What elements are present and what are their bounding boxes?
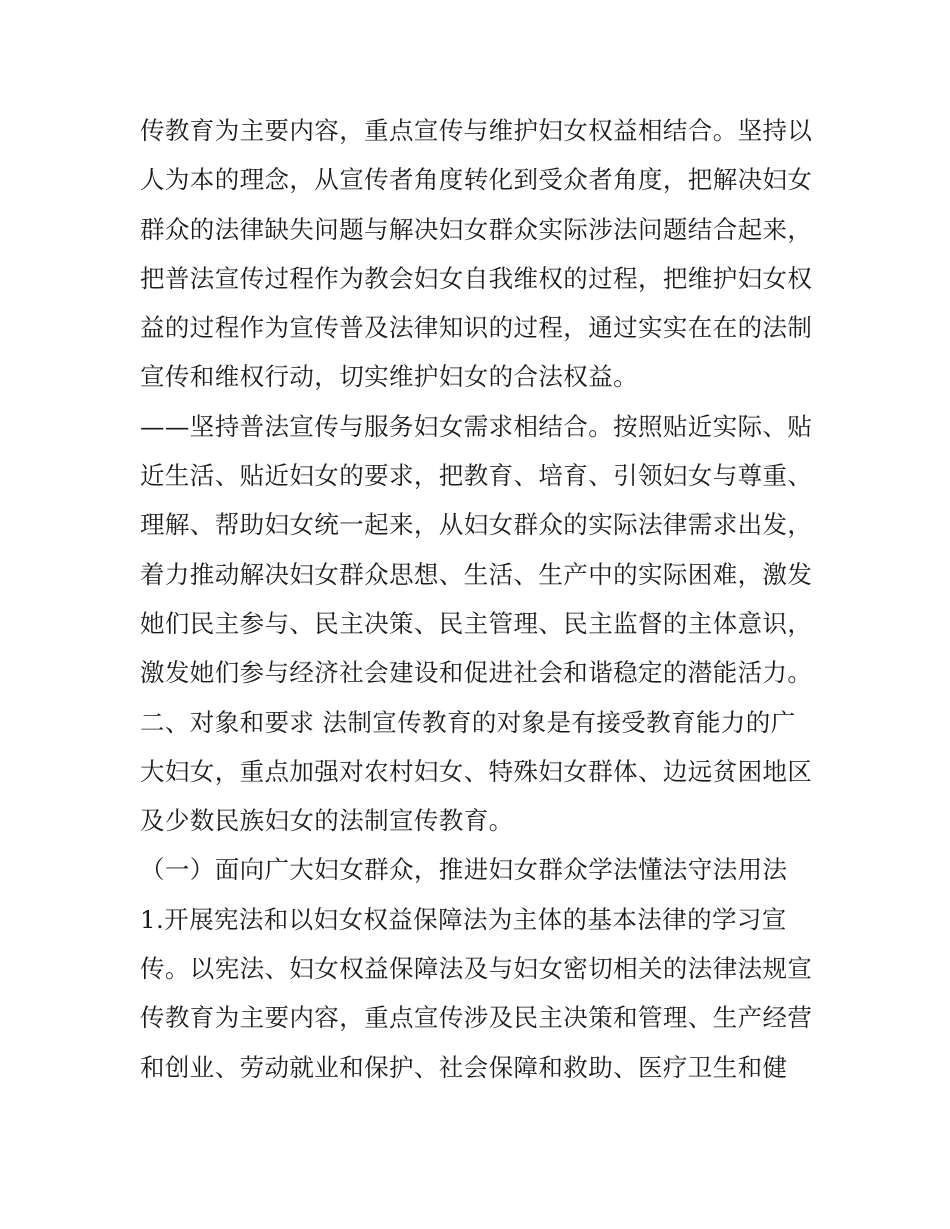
subsection-heading: （一）面向广大妇女群众，推进妇女群众学法懂法守法用法	[140, 855, 788, 885]
numbered-item: 1.开展宪法和以妇女权益保障法为主体的基本法律的学习宣	[140, 904, 787, 934]
text-line: 激发她们参与经济社会建设和促进社会和谐稳定的潜能活力。	[140, 658, 813, 688]
text-line: 宣传和维权行动，切实维护妇女的合法权益。	[140, 362, 638, 392]
text-line: 她们民主参与、民主决策、民主管理、民主监督的主体意识，	[140, 608, 813, 638]
text-line: 和创业、劳动就业和保护、社会保障和救助、医疗卫生和健	[140, 1052, 788, 1082]
text-line: 及少数民族妇女的法制宣传教育。	[140, 806, 514, 836]
text-line: 理解、帮助妇女统一起来，从妇女群众的实际法律需求出发，	[140, 510, 813, 540]
text-line: 传教育为主要内容，重点宣传涉及民主决策和管理、生产经营	[140, 1003, 813, 1033]
text-line: 益的过程作为宣传普及法律知识的过程，通过实实在在的法制	[140, 313, 813, 343]
section-heading: 二、对象和要求 法制宣传教育的对象是有接受教育能力的广	[140, 707, 796, 737]
text-line: 把普法宣传过程作为教会妇女自我维权的过程，把维护妇女权	[140, 263, 813, 293]
text-line: 近生活、贴近妇女的要求，把教育、培育、引领妇女与尊重、	[140, 461, 813, 491]
text-line: 传。以宪法、妇女权益保障法及与妇女密切相关的法律法规宣	[140, 954, 813, 984]
text-line: 传教育为主要内容，重点宣传与维护妇女权益相结合。坚持以	[140, 116, 813, 145]
text-line: 群众的法律缺失问题与解决妇女群众实际涉法问题结合起来，	[140, 214, 813, 244]
text-line: ——坚持普法宣传与服务妇女需求相结合。按照贴近实际、贴	[140, 411, 813, 441]
body-text	[140, 106, 820, 1092]
text-line: 着力推动解决妇女群众思想、生活、生产中的实际困难，激发	[140, 559, 813, 589]
text-line: 大妇女，重点加强对农村妇女、特殊妇女群体、边远贫困地区	[140, 756, 813, 786]
text-line: 人为本的理念，从宣传者角度转化到受众者角度，把解决妇女	[140, 165, 813, 195]
